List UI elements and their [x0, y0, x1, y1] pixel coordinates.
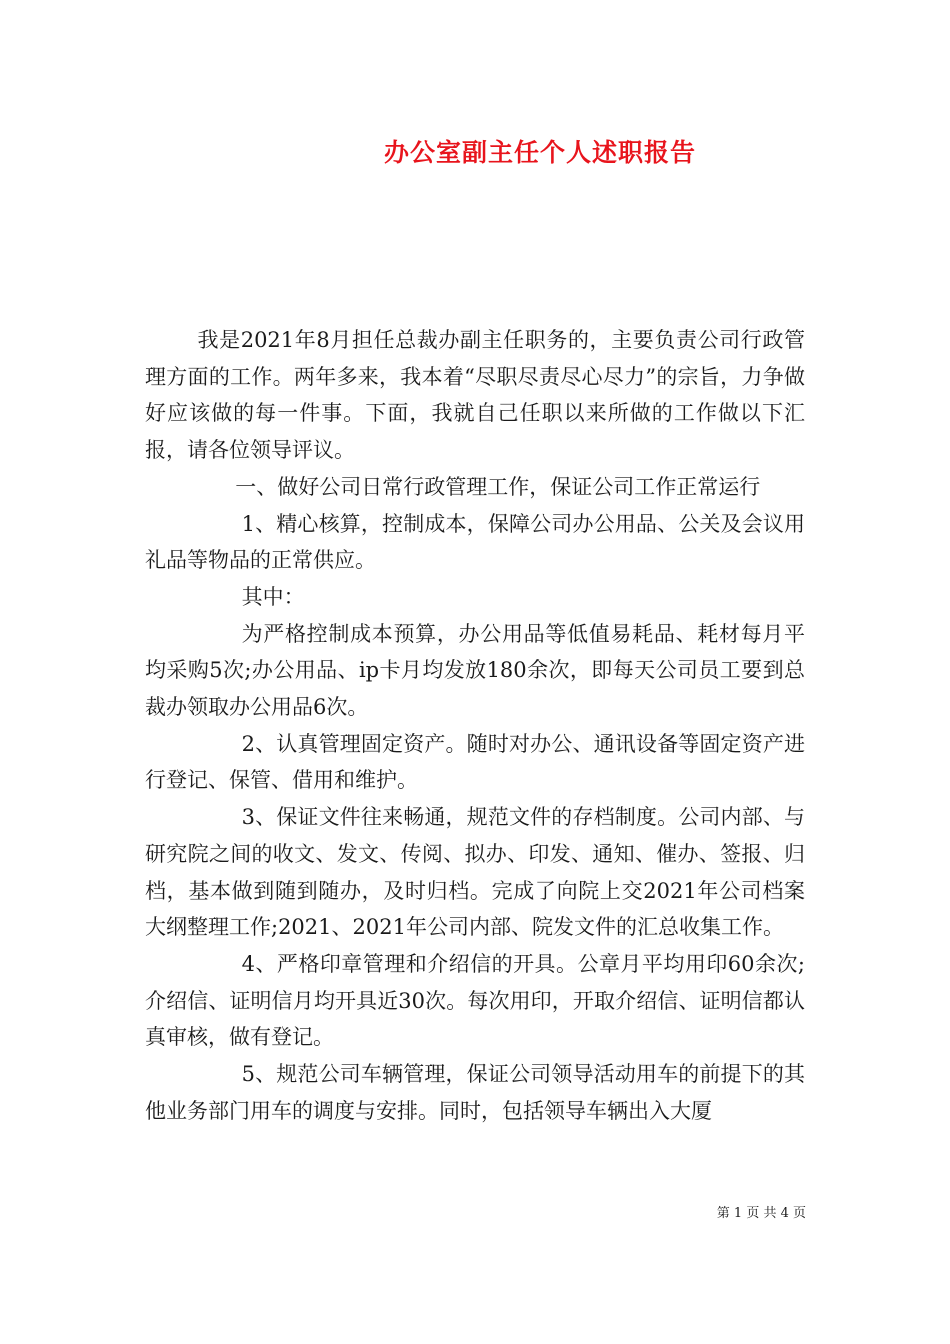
- paragraph-item-1: 1、精心核算，控制成本，保障公司办公用品、公关及会议用礼品等物品的正常供应。: [145, 511, 805, 573]
- paragraph-item-2: 2、认真管理固定资产。随时对办公、通讯设备等固定资产进行登记、保管、借用和维护。: [145, 731, 805, 793]
- paragraph-among-label: 其中：: [241, 584, 305, 609]
- paragraph-intro: 我是2021年8月担任总裁办副主任职务的，主要负责公司行政管理方面的工作。两年多来，我本着“尽职尽责尽心尽力”的宗旨，力争做好应该做的每一件事。下面，我就自己任职以来所做的工作做以下汇报，请各位领导评议。: [145, 328, 805, 463]
- paragraph-cost-detail: 为严格控制成本预算，办公用品等低值易耗品、耗材每月平均采购5次;办公用品、ip卡月均发放180余次，即每天公司员工要到总裁办领取办公用品6次。: [145, 621, 805, 720]
- document-title: 办公室副主任个人述职报告: [383, 138, 696, 167]
- section-heading: 一、做好公司日常行政管理工作，保证公司工作正常运行: [235, 474, 761, 499]
- paragraph-item-3: 3、保证文件往来畅通，规范文件的存档制度。公司内部、与研究院之间的收文、发文、传阅、拟办、印发、通知、催办、签报、归档，基本做到随到随办，及时归档。完成了向院上交2021年公司档案大纲整理工作;2021、2021年公司内部、院发文件的汇总收集工作。: [145, 805, 805, 940]
- paragraph-item-4: 4、严格印章管理和介绍信的开具。公章月平均用印60余次;介绍信、证明信月均开具近30次。每次用印，开取介绍信、证明信都认真审核，做有登记。: [145, 951, 805, 1050]
- document-body: [145, 322, 805, 1129]
- paragraph-item-5: 5、规范公司车辆管理，保证公司领导活动用车的前提下的其他业务部门用车的调度与安排。同时，包括领导车辆出入大厦: [145, 1062, 805, 1123]
- page-number: 第 1 页 共 4 页: [716, 1206, 806, 1221]
